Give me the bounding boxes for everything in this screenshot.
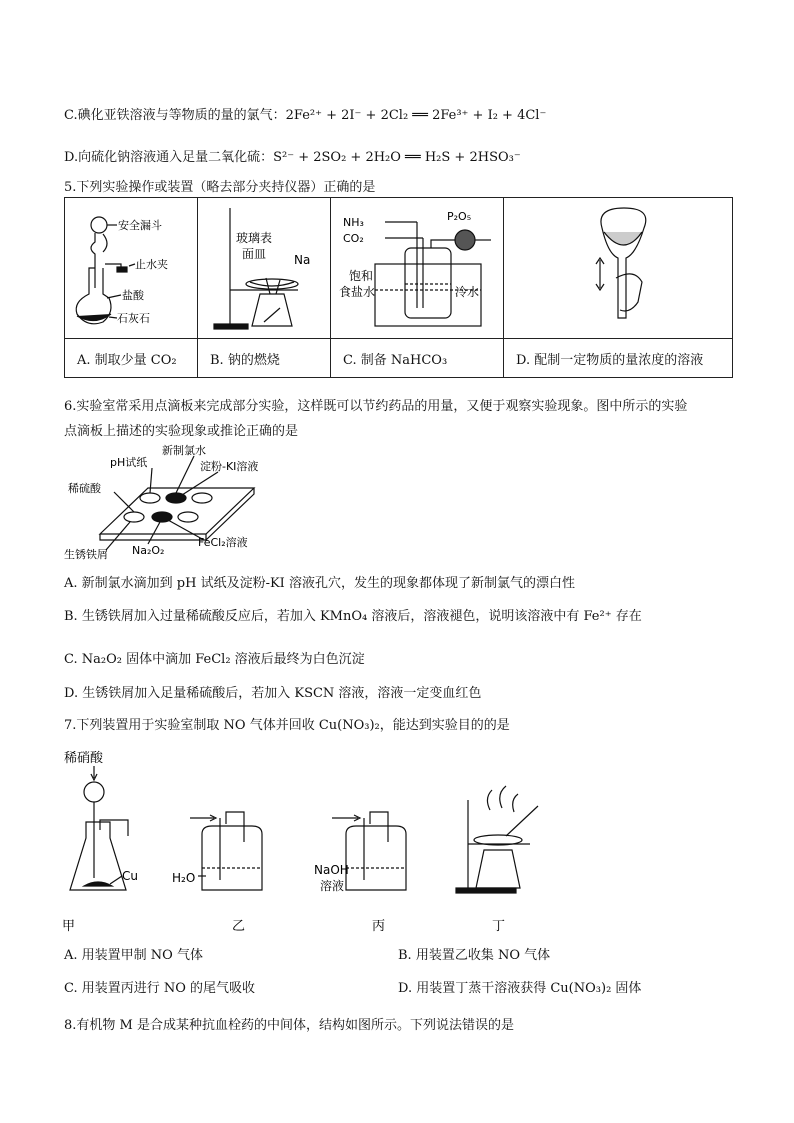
q7-apparatus-figure <box>60 750 700 940</box>
q7-stem: 7.下列装置用于实验室制取 NO 气体并回收 Cu(NO₃)₂，能达到实验目的的是 <box>64 718 510 733</box>
caption-b: B. 钠的燃烧 <box>198 339 331 378</box>
label-hcl: 盐酸 <box>122 289 144 302</box>
q4-option-c <box>64 104 546 123</box>
option-label: D. <box>64 150 79 165</box>
label-copper: Cu <box>122 869 138 883</box>
label-fecl2: FeCl₂溶液 <box>198 536 248 549</box>
label-solution: 溶液 <box>320 879 345 893</box>
apparatus-c-cell <box>331 198 504 339</box>
apparatus-a-cell <box>65 198 198 339</box>
q7-option-a: A. 用装置甲制 NO 气体 <box>64 948 203 963</box>
label-safety-funnel: 安全漏斗 <box>118 219 162 232</box>
apparatus-a-figure <box>65 198 197 334</box>
q5-apparatus-table <box>64 197 733 378</box>
apparatus-c-figure <box>331 198 503 334</box>
q6-option-b: B. 生锈铁屑加入过量稀硫酸反应后，若加入 KMnO₄ 溶液后，溶液褪色，说明该溶液中有 Fe²⁺ 存在 <box>64 609 642 624</box>
label-na2o2: Na₂O₂ <box>132 544 165 557</box>
label-saturated: 饱和 <box>349 269 374 283</box>
label-p2o5: P₂O₅ <box>447 210 472 223</box>
apparatus-d-figure <box>504 198 732 334</box>
label-sodium: Na <box>294 253 311 267</box>
option-text: 碘化亚铁溶液与等物质的量的氯气： <box>77 108 286 123</box>
caption-a: A. 制取少量 CO₂ <box>65 339 198 378</box>
caption-c: C. 制备 NaHCO₃ <box>331 339 504 378</box>
label-limestone: 石灰石 <box>117 312 150 325</box>
label-starch-ki: 淀粉-KI溶液 <box>200 460 259 473</box>
label-clamp: 止水夹 <box>135 258 168 271</box>
label-cold-water: 冷水 <box>455 285 480 299</box>
label-rusty-iron: 生锈铁屑 <box>64 548 108 561</box>
ionic-equation: 2Fe²⁺ + 2I⁻ + 2Cl₂ ══ 2Fe³⁺ + I₂ + 4Cl⁻ <box>285 108 547 123</box>
q7-option-d: D. 用装置丁蒸干溶液获得 Cu(NO₃)₂ 固体 <box>398 981 642 996</box>
q8-stem: 8.有机物 M 是合成某种抗血栓药的中间体，结构如图所示。下列说法错误的是 <box>64 1018 514 1033</box>
label-co2: CO₂ <box>343 232 364 245</box>
label-chlorine-water: 新制氯水 <box>162 444 206 457</box>
q6-option-c: C. Na₂O₂ 固体中滴加 FeCl₂ 溶液后最终为白色沉淀 <box>64 652 365 667</box>
caption-d: D. 配制一定物质的量浓度的溶液 <box>504 339 733 378</box>
apparatus-b-cell <box>198 198 331 339</box>
device-bing: 丙 <box>372 919 386 934</box>
apparatus-b-figure <box>198 198 330 334</box>
q6-option-a: A. 新制氯水滴加到 pH 试纸及淀粉-KI 溶液孔穴，发生的现象都体现了新制氯气的漂白性 <box>64 576 575 591</box>
q6-option-d: D. 生锈铁屑加入足量稀硫酸后，若加入 KSCN 溶液，溶液一定变血红色 <box>64 686 482 701</box>
label-brine: 食盐水 <box>339 285 376 299</box>
label-ph-paper: pH试纸 <box>110 456 148 469</box>
label-nh3: NH₃ <box>343 216 364 229</box>
device-jia: 甲 <box>62 919 76 934</box>
q5-stem: 5.下列实验操作或装置（略去部分夹持仪器）正确的是 <box>64 180 376 195</box>
option-label: C. <box>64 108 78 123</box>
label-dilute-h2so4: 稀硫酸 <box>68 482 101 495</box>
label-naoh: NaOH <box>314 863 349 877</box>
label-water: H₂O <box>172 871 196 885</box>
ionic-equation: S²⁻ + 2SO₂ + 2H₂O ══ H₂S + 2HSO₃⁻ <box>273 150 521 165</box>
apparatus-d-cell <box>504 198 733 339</box>
spot-plate-figure <box>64 442 284 562</box>
q4-option-d <box>64 146 521 165</box>
q7-option-c: C. 用装置丙进行 NO 的尾气吸收 <box>64 981 256 996</box>
q6-stem-line1: 6.实验室常采用点滴板来完成部分实验，这样既可以节约药品的用量，又便于观察实验现象。图中所示的实验 <box>64 399 688 414</box>
label-watch-glass-1: 玻璃表 <box>236 231 273 245</box>
device-ding: 丁 <box>492 919 506 934</box>
label-watch-glass-2: 面皿 <box>242 247 267 261</box>
label-dilute-hno3: 稀硝酸 <box>64 751 104 766</box>
q7-option-b: B. 用装置乙收集 NO 气体 <box>398 948 551 963</box>
q6-stem-line2: 点滴板上描述的实验现象或推论正确的是 <box>64 424 299 439</box>
option-text: 向硫化钠溶液通入足量二氧化硫： <box>78 150 274 165</box>
device-yi: 乙 <box>232 919 246 934</box>
